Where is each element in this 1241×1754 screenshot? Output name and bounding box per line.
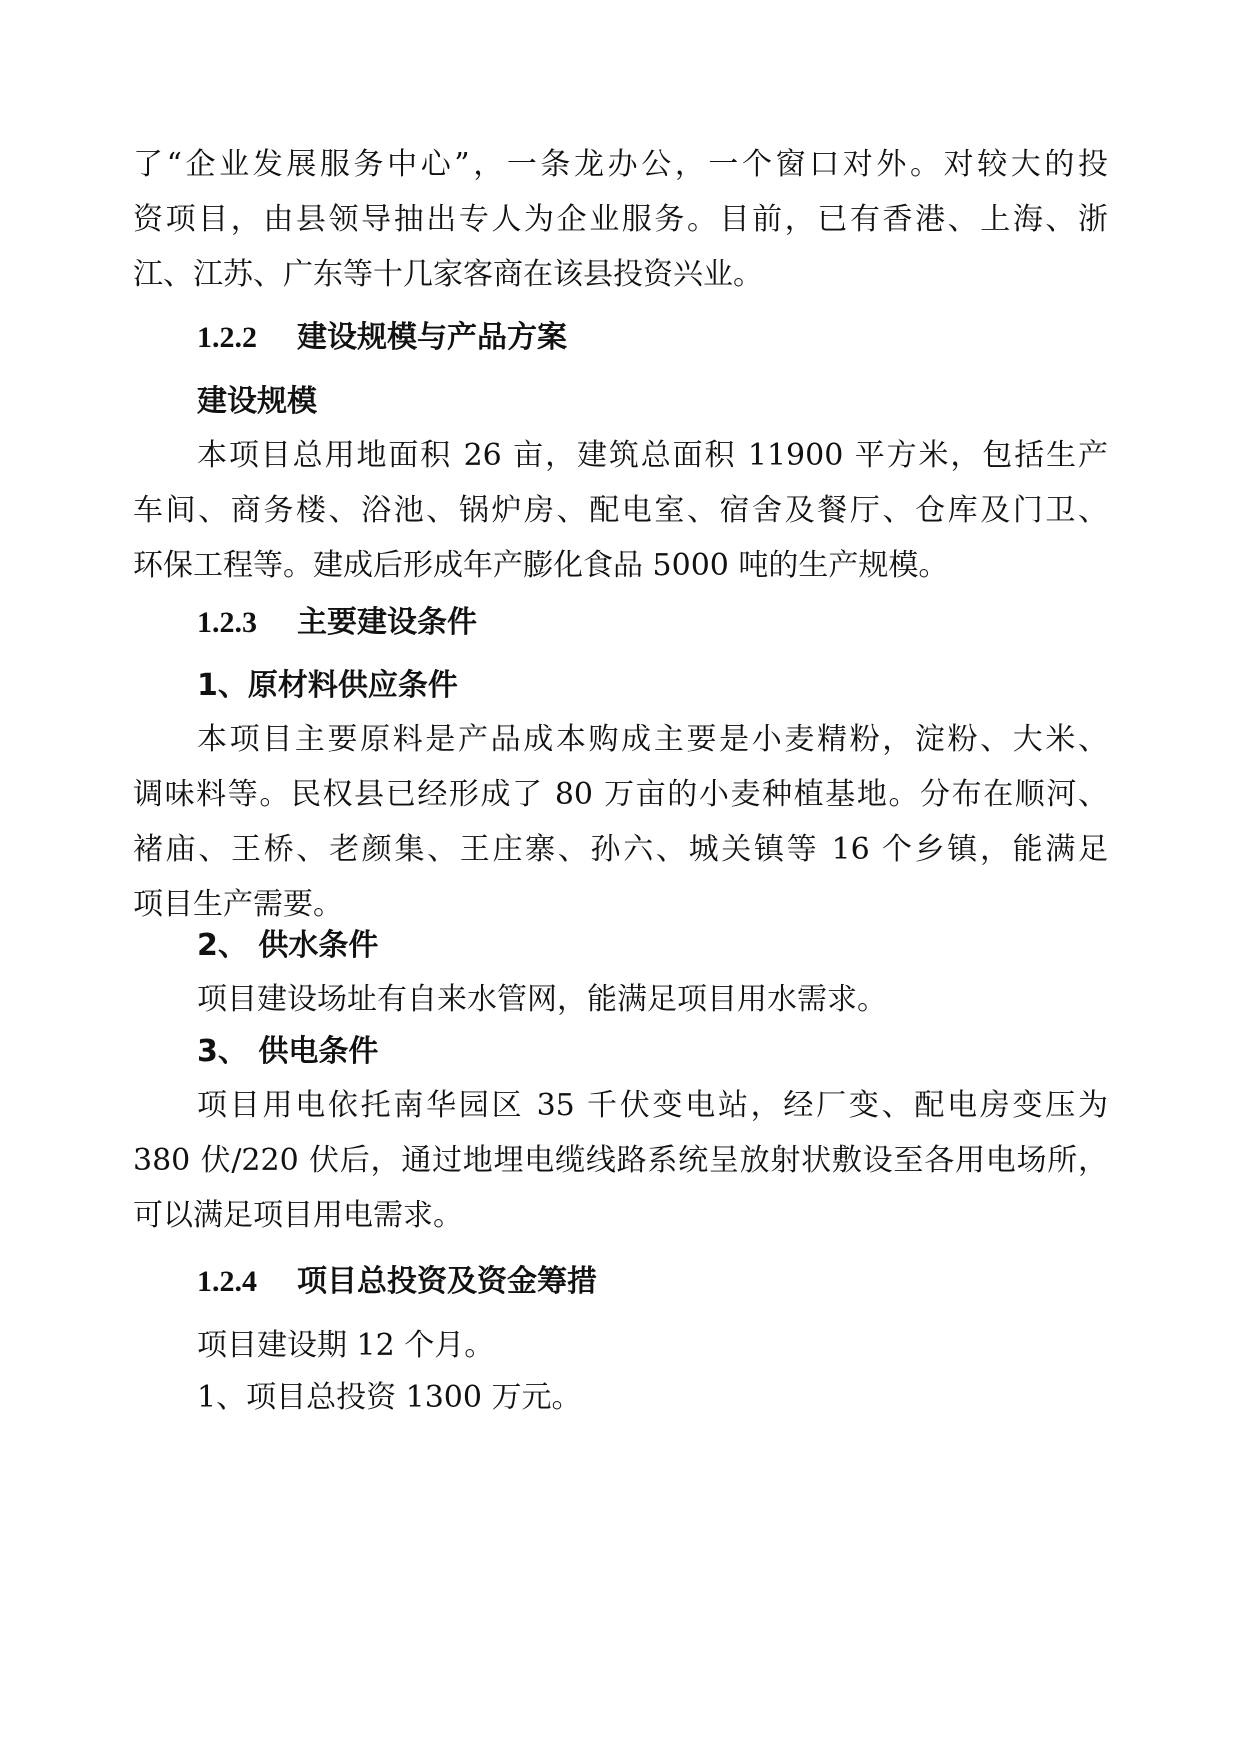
scale-line-3: 环保工程等。建成后形成年产膨化食品 5000 吨的生产规模。 (133, 548, 949, 583)
raw-material-line-4: 项目生产需要。 (133, 887, 343, 922)
subheading-construction-scale: 建设规模 (197, 384, 317, 419)
power-line-1: 项目用电依托南华园区 35 千伏变电站，经厂变、配电房变压为 (197, 1088, 1108, 1123)
intro-line-1: 了“企业发展服务中心”，一条龙办公，一个窗口对外。对较大的投 (133, 147, 1108, 182)
invest-line-1: 项目建设期 12 个月。 (197, 1328, 495, 1363)
raw-material-line-2: 调味料等。民权县已经形成了 80 万亩的小麦种植基地。分布在顺河、 (133, 777, 1108, 812)
water-line-1: 项目建设场址有自来水管网，能满足项目用水需求。 (197, 982, 887, 1017)
scale-line-1: 本项目总用地面积 26 亩，建筑总面积 11900 平方米，包括生产 (197, 438, 1108, 473)
section-heading-1-2-4 (197, 1262, 1108, 1302)
intro-line-2: 资项目，由县领导抽出专人为企业服务。目前，已有香港、上海、浙 (133, 202, 1108, 237)
raw-material-line-1: 本项目主要原料是产品成本购成主要是小麦精粉，淀粉、大米、 (197, 722, 1108, 757)
power-line-3: 可以满足项目用电需求。 (133, 1198, 463, 1233)
subheading-raw-material: 1、原材料供应条件 (197, 668, 458, 703)
section-number: 1.2.4 (197, 1265, 257, 1298)
section-title: 项目总投资及资金筹措 (297, 1264, 597, 1299)
section-number: 1.2.2 (197, 321, 257, 354)
scale-line-2: 车间、商务楼、浴池、锅炉房、配电室、宿舍及餐厅、仓库及门卫、 (133, 493, 1108, 528)
section-title: 主要建设条件 (297, 605, 477, 640)
raw-material-line-3: 褚庙、王桥、老颜集、王庄寨、孙六、城关镇等 16 个乡镇，能满足 (133, 832, 1108, 867)
section-heading-1-2-2 (197, 318, 1108, 358)
section-title: 建设规模与产品方案 (297, 320, 567, 355)
intro-line-3: 江、江苏、广东等十几家客商在该县投资兴业。 (133, 257, 763, 292)
section-number: 1.2.3 (197, 606, 257, 639)
power-line-2: 380 伏/220 伏后，通过地埋电缆线路系统呈放射状敷设至各用电场所， (133, 1143, 1108, 1178)
subheading-water-supply: 2、 供水条件 (197, 928, 379, 963)
invest-line-2: 1、项目总投资 1300 万元。 (197, 1380, 582, 1415)
subheading-power-supply: 3、 供电条件 (197, 1034, 379, 1069)
section-heading-1-2-3 (197, 603, 1108, 643)
